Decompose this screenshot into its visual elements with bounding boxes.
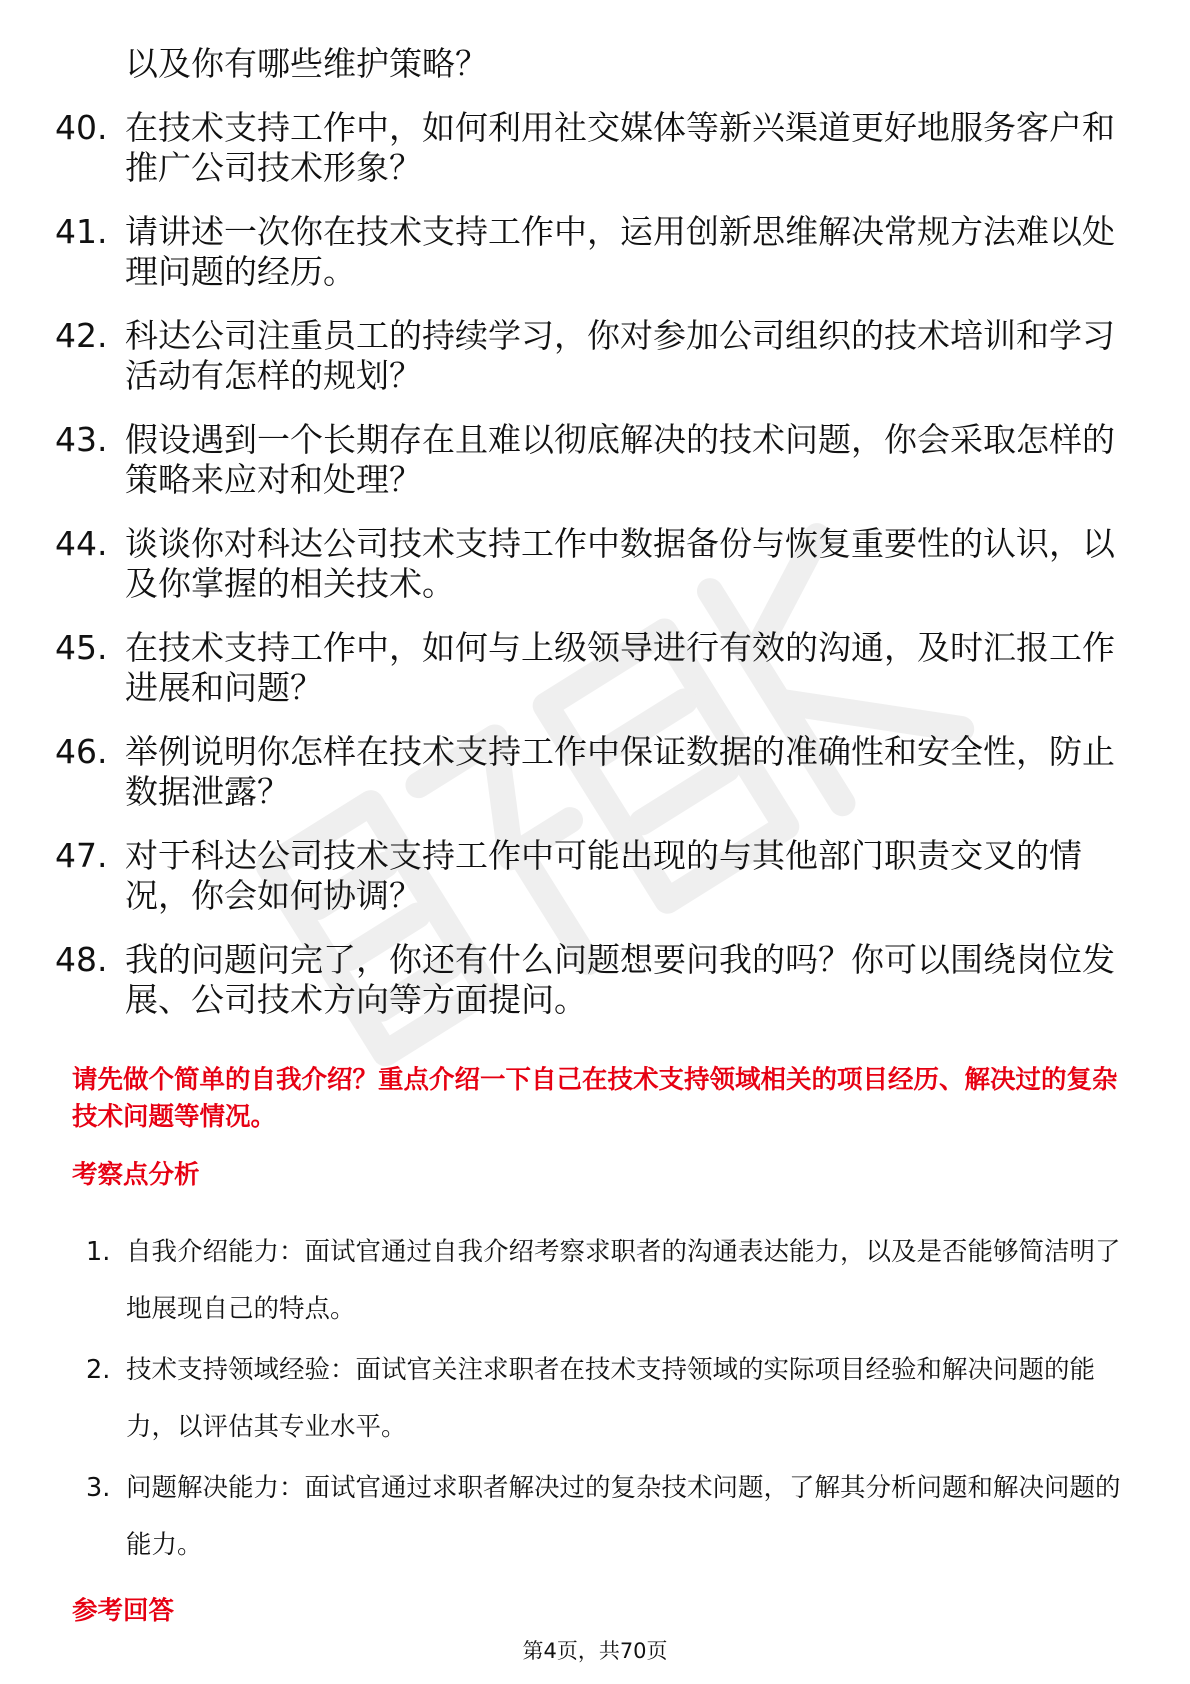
list-item [55,108,1135,188]
question-number: 45. [55,628,108,667]
question-number: 41. [55,212,108,251]
list-item [72,1342,1122,1456]
list-item [55,940,1135,1020]
question-number: 48. [55,940,108,979]
question-number: 43. [55,420,108,459]
question-text: 科达公司注重员工的持续学习，你对参加公司组织的技术培训和学习活动有怎样的规划？ [125,316,1115,395]
analysis-heading: 考察点分析 [72,1160,200,1190]
question-text: 我的问题问完了，你还有什么问题想要问我的吗？你可以围绕岗位发展、公司技术方向等方面提问。 [125,940,1115,1019]
list-item [55,524,1135,604]
question-number: 44. [55,524,108,563]
question-text: 在技术支持工作中，如何利用社交媒体等新兴渠道更好地服务客户和推广公司技术形象？ [125,108,1115,187]
list-item [55,316,1135,396]
question-text: 以及你有哪些维护策略？ [125,44,488,83]
analysis-number: 2. [86,1355,111,1385]
analysis-number: 1. [86,1237,111,1267]
question-text: 对于科达公司技术支持工作中可能出现的与其他部门职责交叉的情况，你会如何协调？ [125,836,1082,915]
analysis-text: 问题解决能力：面试官通过求职者解决过的复杂技术问题，了解其分析问题和解决问题的能力。 [126,1473,1121,1560]
question-number: 40. [55,108,108,147]
list-item [55,420,1135,500]
analysis-text: 自我介绍能力：面试官通过自我介绍考察求职者的沟通表达能力，以及是否能够简洁明了地展现自己的特点。 [126,1237,1121,1324]
list-item [55,44,1135,84]
question-text: 谈谈你对科达公司技术支持工作中数据备份与恢复重要性的认识，以及你掌握的相关技术。 [125,524,1115,603]
question-text: 在技术支持工作中，如何与上级领导进行有效的沟通，及时汇报工作进展和问题？ [125,628,1115,707]
list-item [55,628,1135,708]
question-number: 47. [55,836,108,875]
list-item [55,836,1135,916]
list-item [55,212,1135,292]
question-text: 举例说明你怎样在技术支持工作中保证数据的准确性和安全性，防止数据泄露？ [125,732,1115,811]
list-item [72,1224,1122,1338]
list-item [72,1460,1122,1574]
question-number: 46. [55,732,108,771]
analysis-number: 3. [86,1473,111,1503]
analysis-text: 技术支持领域经验：面试官关注求职者在技术支持领域的实际项目经验和解决问题的能力，以评估其专业水平。 [126,1355,1096,1442]
highlight-question: 请先做个简单的自我介绍？重点介绍一下自己在技术支持领域相关的项目经历、解决过的复杂技术问题等情况。 [72,1065,1118,1132]
question-text: 假设遇到一个长期存在且难以彻底解决的技术问题，你会采取怎样的策略来应对和处理？ [125,420,1115,499]
analysis-list [72,1224,1122,1578]
answer-heading: 参考回答 [72,1596,175,1626]
page-footer: 第4页，共70页 [522,1639,668,1663]
list-item [55,732,1135,812]
interview-question-list [55,44,1135,1044]
question-number: 42. [55,316,108,355]
question-text: 请讲述一次你在技术支持工作中，运用创新思维解决常规方法难以处理问题的经历。 [125,212,1115,291]
